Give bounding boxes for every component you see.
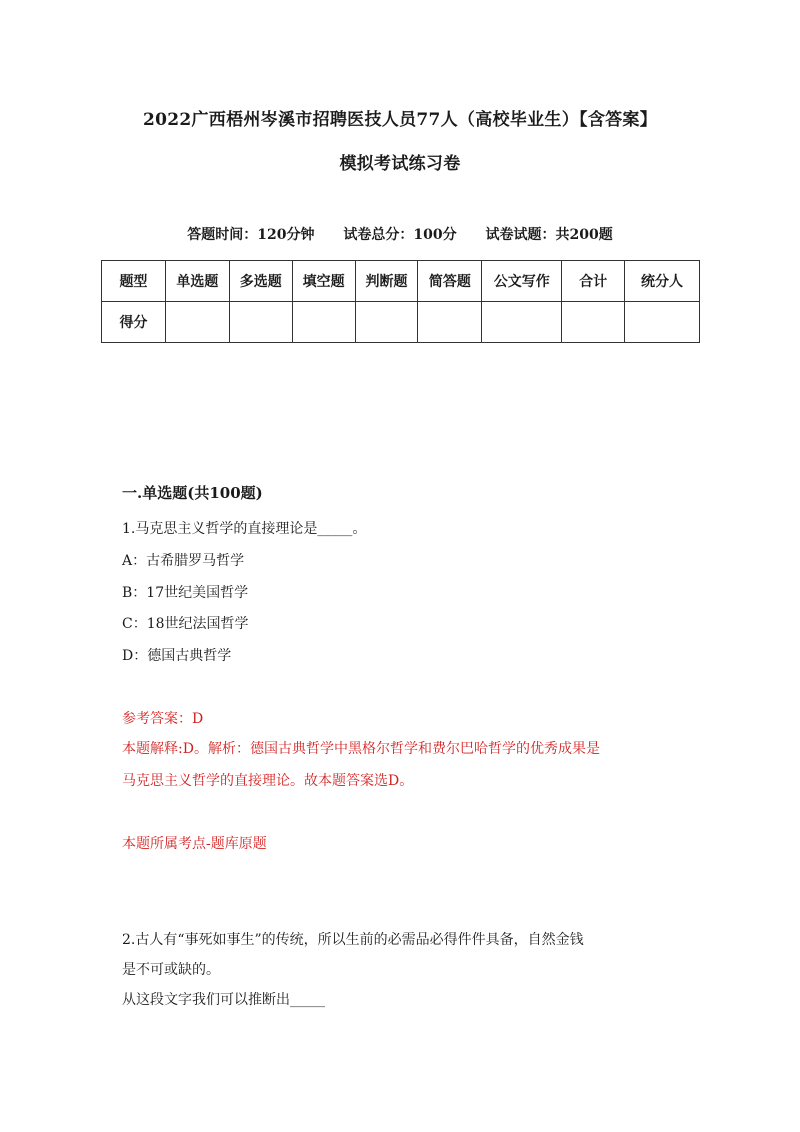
score-cell [482,302,562,343]
page-subtitle: 模拟考试练习卷 [339,154,461,174]
score-table [101,260,700,343]
score-table-header-row [102,261,700,302]
question-1-option-a: A：古希腊罗马哲学 [122,553,245,569]
question-1-explanation-line-2: 马克思主义哲学的直接理论。故本题答案选D。 [122,773,414,789]
score-cell [562,302,625,343]
score-header-cell: 多选题 [229,261,292,302]
score-cell [355,302,418,343]
score-header-cell: 题型 [102,261,166,302]
question-1-option-b: B：17世纪美国哲学 [122,585,249,601]
score-header-cell: 合计 [562,261,625,302]
question-2-text-line-2: 是不可或缺的。 [122,962,220,978]
exam-time: 答题时间：120分钟 [187,227,315,243]
score-cell [292,302,355,343]
question-2-text-line-1: 2.古人有“事死如事生”的传统，所以生前的必需品必得件件具备，自然金钱 [122,932,584,948]
score-cell [229,302,292,343]
score-header-cell: 统分人 [625,261,700,302]
score-header-cell: 判断题 [355,261,418,302]
score-header-cell: 填空题 [292,261,355,302]
score-table-score-row [102,302,700,343]
score-header-cell: 单选题 [165,261,229,302]
question-1-answer: 参考答案：D [122,711,204,727]
score-header-cell: 简答题 [418,261,482,302]
question-1-option-d: D：德国古典哲学 [122,648,232,664]
page-title: 2022广西梧州岑溪市招聘医技人员77人（高校毕业生）【含答案】 [142,110,658,130]
score-row-label: 得分 [102,302,166,343]
exam-meta [0,224,800,244]
question-2-text-line-3: 从这段文字我们可以推断出_____ [122,992,325,1008]
question-1-explanation-line-1: 本题解释:D。解析：德国古典哲学中黑格尔哲学和费尔巴哈哲学的优秀成果是 [122,741,600,757]
exam-question-count: 试卷试题：共200题 [485,227,613,243]
score-header-cell: 公文写作 [482,261,562,302]
score-cell [625,302,700,343]
score-cell [418,302,482,343]
section-title: 一.单选题(共100题) [122,484,263,502]
exam-total-score: 试卷总分：100分 [343,227,457,243]
question-1-source: 本题所属考点-题库原题 [122,836,267,852]
question-1-text: 1.马克思主义哲学的直接理论是_____。 [122,521,367,537]
score-cell [165,302,229,343]
question-1-option-c: C：18世纪法国哲学 [122,616,249,632]
